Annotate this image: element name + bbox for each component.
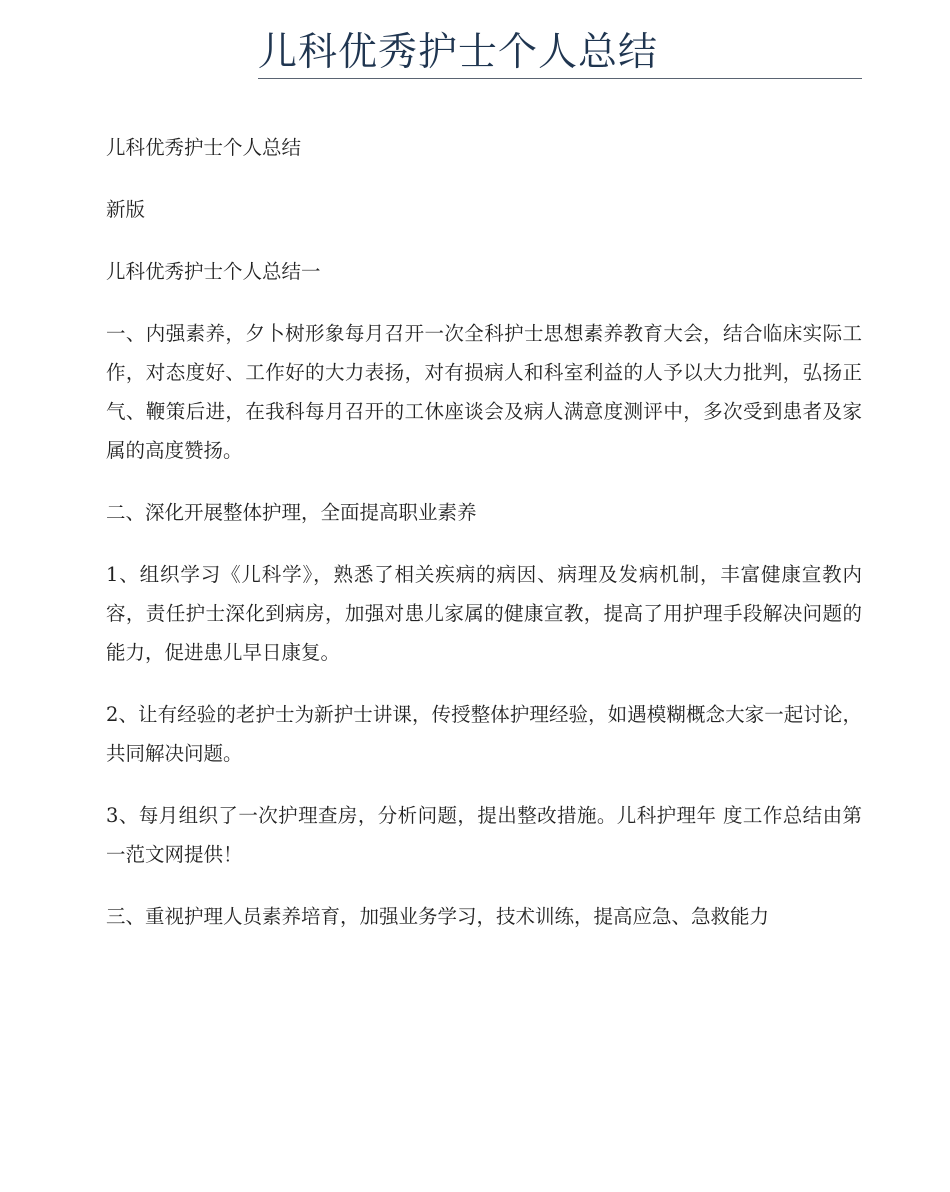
page-header <box>258 28 862 79</box>
section-heading: 二、深化开展整体护理，全面提高职业素养 <box>106 501 477 524</box>
section-heading: 儿科优秀护士个人总结一 <box>106 260 321 283</box>
document-body <box>106 128 862 959</box>
section-heading: 三、重视护理人员素养培育，加强业务学习，技术训练，提高应急、急救能力 <box>106 905 770 928</box>
paragraph: 3、每月组织了一次护理查房，分析问题，提出整改措施。儿科护理年 度工作总结由第一范文网提供！ <box>106 804 862 866</box>
paragraph: 一、内强素养，夕卜树形象每月召开一次全科护士思想素养教育大会，结合临床实际工作，对态度好、工作好的大力表扬，对有损病人和科室利益的人予以大力批判，弘扬正气、鞭策后进，在我科每月召开的工休座谈会及病人满意度测评中，多次受到患者及家属的高度赞扬。 <box>106 322 862 462</box>
paragraph: 2、让有经验的老护士为新护士讲课，传授整体护理经验，如遇模糊概念大家一起讨论，共同解决问题。 <box>106 703 862 765</box>
paragraph: 1、组织学习《儿科学》，熟悉了相关疾病的病因、病理及发病机制，丰富健康宣教内容，责任护士深化到病房，加强对患儿家属的健康宣教，提高了用护理手段解决问题的能力，促进患儿早日康复。 <box>106 563 862 664</box>
version-label: 新版 <box>106 198 146 221</box>
doc-subtitle: 儿科优秀护士个人总结 <box>106 136 302 159</box>
header-title: 儿科优秀护士个人总结 <box>258 30 659 75</box>
